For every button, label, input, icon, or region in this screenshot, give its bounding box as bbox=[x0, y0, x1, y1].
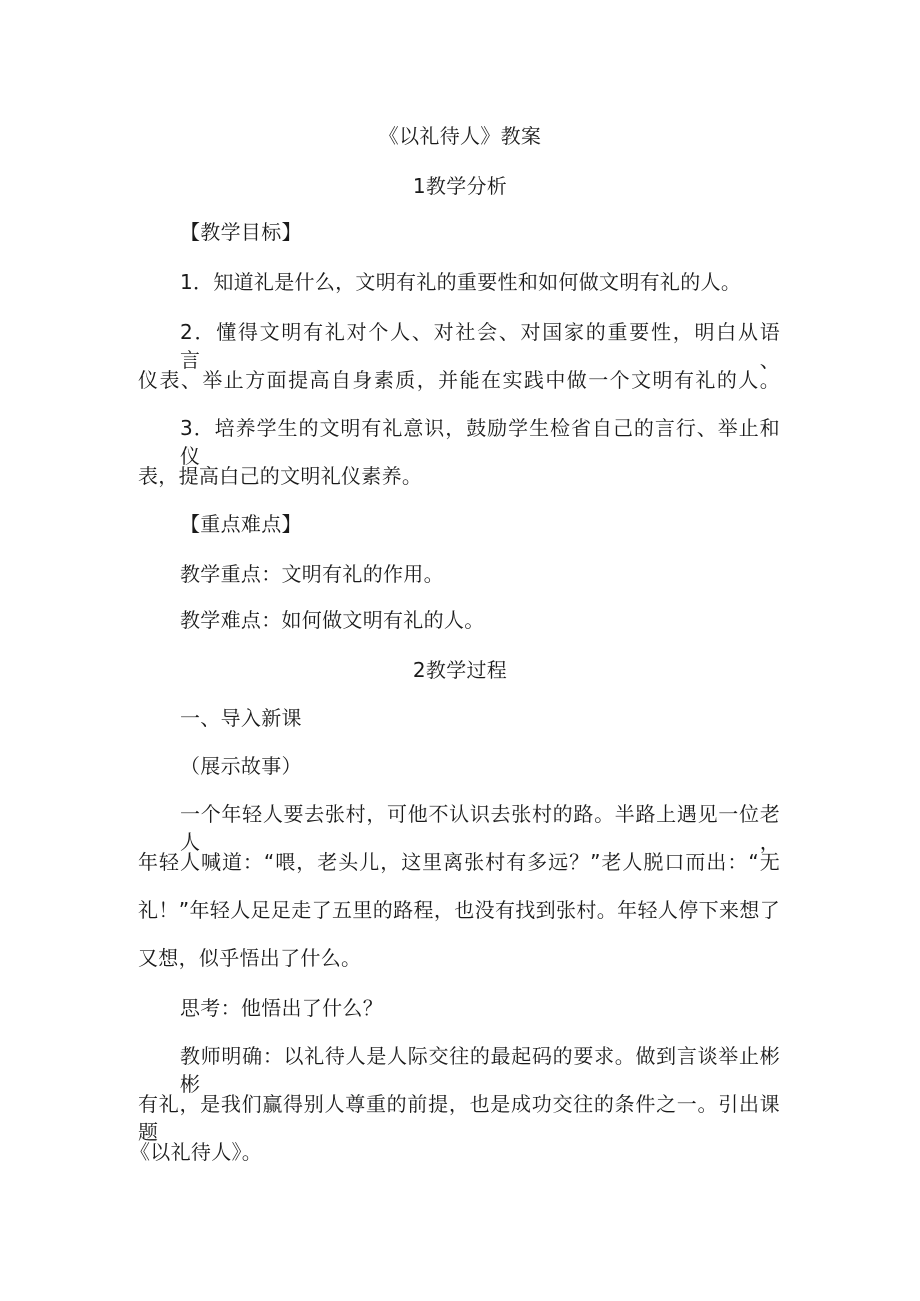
key-point: 教学重点：文明有礼的作用。 bbox=[180, 562, 444, 586]
question: 思考：他悟出了什么？ bbox=[180, 996, 383, 1020]
keypoints-label: 【重点难点】 bbox=[180, 512, 302, 536]
section-heading-process: 2教学过程 bbox=[412, 658, 508, 682]
story-line-4: 又想，似乎悟出了什么。 bbox=[138, 946, 362, 970]
story-label: （展示故事） bbox=[180, 754, 302, 778]
document-title: 《以礼待人》教案 bbox=[378, 124, 542, 148]
part-1-heading: 一、导入新课 bbox=[180, 706, 302, 730]
objective-3-line-1: 3．培养学生的文明有礼意识，鼓励学生检省自己的言行、举止和仪 bbox=[180, 416, 780, 468]
section-heading-analysis: 1教学分析 bbox=[412, 174, 508, 198]
objective-2-line-2: 仪表、举止方面提高自身素质，并能在实践中做一个文明有礼的人。 bbox=[138, 368, 780, 392]
story-line-2: 年轻人喊道：“喂，老头儿，这里离张村有多远？”老人脱口而出：“无 bbox=[138, 850, 780, 874]
teacher-line-3: 《以礼待人》。 bbox=[130, 1140, 263, 1164]
objective-3-line-2: 表，提高白己的文明礼仪素养。 bbox=[138, 464, 423, 488]
objective-2-line-1: 2．懂得文明有礼对个人、对社会、对国家的重要性，明白从语言、 bbox=[180, 320, 780, 372]
teacher-line-1: 教师明确：以礼待人是人际交往的最起码的要求。做到言谈举止彬彬 bbox=[180, 1044, 780, 1096]
objective-1: 1．知道礼是什么，文明有礼的重要性和如何做文明有礼的人。 bbox=[180, 270, 742, 294]
teacher-line-2: 有礼，是我们赢得别人尊重的前提，也是成功交往的条件之一。引出课题 bbox=[138, 1092, 780, 1144]
objectives-label: 【教学目标】 bbox=[180, 220, 302, 244]
difficult-point: 教学难点：如何做文明有礼的人。 bbox=[180, 608, 485, 632]
story-line-3: 礼！”年轻人足足走了五里的路程，也没有找到张村。年轻人停下来想了 bbox=[138, 898, 780, 922]
story-line-1: 一个年轻人要去张村，可他不认识去张村的路。半路上遇见一位老人， bbox=[180, 802, 780, 854]
